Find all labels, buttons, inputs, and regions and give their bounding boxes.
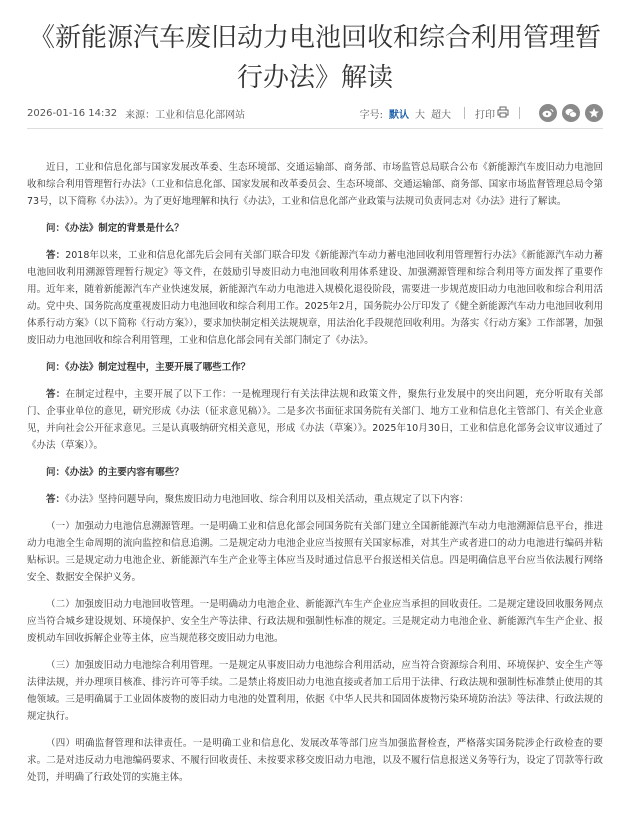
font-size-default-button[interactable]: 默认 xyxy=(389,109,409,121)
publish-date: 2026-01-16 14:32 xyxy=(27,107,118,119)
article-source: 来源：工业和信息化部网站 xyxy=(125,109,246,121)
header-divider xyxy=(27,128,603,129)
body-paragraph: （二）加强废旧动力电池回收管理。一是明确动力电池企业、新能源汽车生产企业应当承担的回收责任。二是规定建设回收服务网点应当符合城乡建设规划、环境保护、安全生产等法律、行政法规和强制性标准的规定。三是规定动力电池企业、新能源汽车生产企业、报废机动车回收拆解企业等主体，应当规范移交废旧动力电池。 xyxy=(27,599,603,644)
answer-lead: 答： xyxy=(46,494,66,505)
body-paragraph: （三）加强废旧动力电池综合利用管理。一是规定从事废旧动力电池综合利用活动，应当符合资源综合利用、环境保护、安全生产等法律法规，并办理项目核准、排污许可等手续。二是禁止将废旧动力电池直接或者加工后用于法律、行政法规和强制性标准禁止使用的其他领域。三是明确属于工业固体废物的废旧动力电池的处置利用，依据《中华人民共和国固体废物污染环境防治法》等法律、行政法规的规定执行。 xyxy=(27,660,603,722)
wechat-icon[interactable] xyxy=(562,104,580,122)
answer-paragraph xyxy=(27,386,603,454)
printer-icon xyxy=(497,106,509,121)
article-tools xyxy=(360,104,603,122)
print-label: 打印 xyxy=(475,109,495,121)
share-buttons xyxy=(534,104,603,122)
body-paragraph: （一）加强动力电池信息溯源管理。一是明确工业和信息化部会同国务院有关部门建立全国新能源汽车动力电池溯源信息平台，推进动力电池全生命周期的流向监控和信息追溯。二是规定动力电池企业应当按照有关国家标准，对其生产或者进口的动力电池进行编码并粘贴标识。三是规定动力电池企业、新能源汽车生产企业等主体应当及时通过信息平台报送相关信息。四是明确信息平台应当依法履行网络安全、数据安全保护义务。 xyxy=(27,521,603,583)
print-button[interactable] xyxy=(475,106,509,121)
question-heading: 问：《办法》制定过程中，主要开展了哪些工作？ xyxy=(46,362,251,373)
divider xyxy=(464,107,465,119)
article-body xyxy=(27,159,603,796)
divider xyxy=(519,107,520,119)
answer-paragraph xyxy=(27,247,603,349)
font-size-large-button[interactable]: 大 xyxy=(415,109,425,121)
question-heading: 问：《办法》制定的背景是什么？ xyxy=(46,223,184,234)
answer-text: 在制定过程中，主要开展了以下工作：一是梳理现行有关法律法规和政策文件，聚焦行业发展中的突出问题，充分听取有关部门、企事业单位的意见，研究形成《办法（征求意见稿）》。二是多次书面征求国务院有关部门、地方工业和信息化主管部门、有关企业意见，并向社会公开征求意见。三是认真吸纳研究相关意见，形成《办法（草案）》。2025年10月30日，工业和信息化部务会议审议通过了《办法（草案）》。 xyxy=(27,389,603,451)
weibo-icon[interactable] xyxy=(539,104,557,122)
answer-lead: 答： xyxy=(46,250,66,261)
body-paragraph: （四）明确监督管理和法律责任。一是明确工业和信息化、发展改革等部门应当加强监督检查，严格落实国务院涉企行政检查的要求。二是对违反动力电池编码要求、不履行回收责任、未按要求移交废旧动力电池，以及不履行信息报送义务等行为，设定了罚款等行政处罚，并明确了行政处罚的实施主体。 xyxy=(27,738,603,783)
answer-text: 2018年以来，工业和信息化部先后会同有关部门联合印发《新能源汽车动力蓄电池回收利用管理暂行办法》《新能源汽车动力蓄电池回收利用溯源管理暂行规定》等文件，在鼓励引导废旧动力电池回收利用体系建设、加强溯源管理和综合利用等方面发挥了重要作用。近年来，随着新能源汽车产业快速发展，新能源汽车动力电池进入规模化退役阶段，需要进一步规范废旧动力电池回收和综合利用活动。党中央、国务院高度重视废旧动力电池回收和综合利用工作。2025年2月，国务院办公厅印发了《健全新能源汽车动力电池回收利用体系行动方案》（以下简称《行动方案》），要求加快制定相关法规规章，用法治化手段规范回收利用。为落实《行动方案》工作部署，加强废旧动力电池回收和综合利用管理，工业和信息化部会同有关部门制定了《办法》。 xyxy=(27,250,603,346)
article-meta-bar xyxy=(27,102,603,124)
answer-lead: 答： xyxy=(46,389,66,400)
answer-paragraph xyxy=(27,491,603,508)
favorite-icon[interactable] xyxy=(585,104,603,122)
font-size-xlarge-button[interactable]: 超大 xyxy=(431,109,451,121)
question-heading: 问：《办法》的主要内容有哪些？ xyxy=(46,467,184,478)
intro-paragraph: 近日，工业和信息化部与国家发展改革委、生态环境部、交通运输部、商务部、市场监管总局联合公布《新能源汽车废旧动力电池回收和综合利用管理暂行办法》（工业和信息化部、国家发展和改革委员会、生态环境部、交通运输部、商务部、国家市场监督管理总局令第73号，以下简称《办法》）。为了更好地理解和执行《办法》，工业和信息化部产业政策与法规司负责同志对《办法》进行了解读。 xyxy=(27,162,603,207)
page-title: 《新能源汽车废旧动力电池回收和综合利用管理暂行办法》解读 xyxy=(28,23,601,93)
answer-text: 《办法》坚持问题导向，聚焦废旧动力电池回收、综合利用以及相关活动，重点规定了以下内容： xyxy=(65,494,469,505)
font-size-label: 字号: xyxy=(359,109,383,121)
